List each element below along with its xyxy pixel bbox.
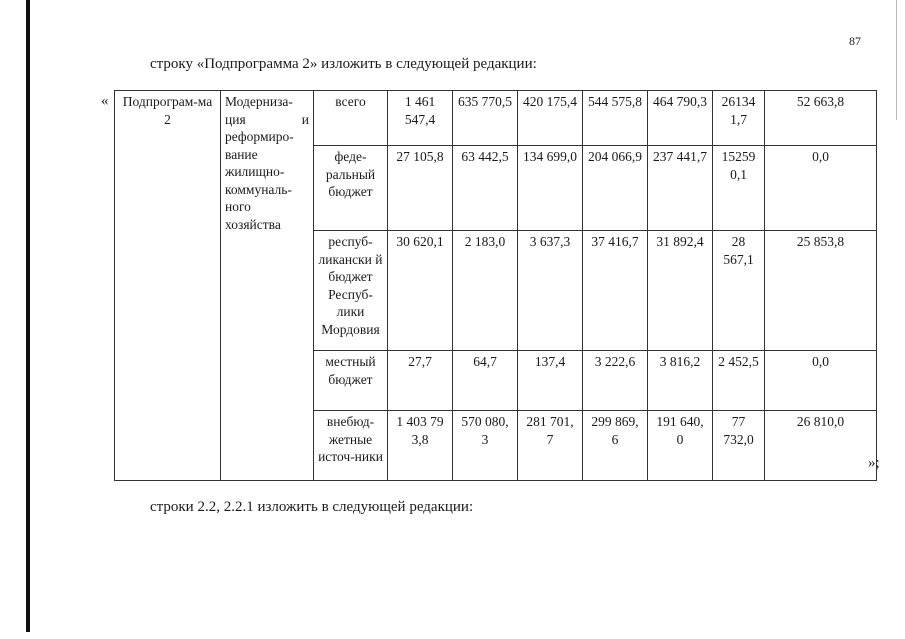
subprogram-cell: Подпрограм-ма 2 xyxy=(115,91,221,481)
amount-cell: 635 770,5 xyxy=(453,91,518,146)
amount-cell: 0,0 xyxy=(765,146,877,231)
name-word: и xyxy=(301,111,309,127)
amount-cell: 28 567,1 xyxy=(713,231,765,351)
name-line: реформиро- xyxy=(225,129,294,145)
name-line: хозяйства xyxy=(225,216,281,232)
amount-cell: 299 869, 6 xyxy=(583,411,648,481)
funding-source-cell: местный бюджет xyxy=(314,351,388,411)
amount-cell: 204 066,9 xyxy=(583,146,648,231)
table-row xyxy=(115,91,877,146)
amount-cell: 26 810,0 xyxy=(765,411,877,481)
amount-cell: 0,0 xyxy=(765,351,877,411)
page-number: 87 xyxy=(849,34,861,48)
closing-quote: »; xyxy=(868,455,880,471)
amount-cell: 464 790,3 xyxy=(648,91,713,146)
opening-quote: « xyxy=(101,93,109,109)
name-line: ного xyxy=(225,199,251,215)
amount-cell: 63 442,5 xyxy=(453,146,518,231)
amount-cell: 25 853,8 xyxy=(765,231,877,351)
amount-cell: 137,4 xyxy=(518,351,583,411)
amount-cell: 134 699,0 xyxy=(518,146,583,231)
name-line: вание xyxy=(225,146,258,162)
amount-cell: 3 637,3 xyxy=(518,231,583,351)
amount-cell: 77 732,0 xyxy=(713,411,765,481)
amount-cell: 64,7 xyxy=(453,351,518,411)
intro-paragraph: строку «Подпрограмма 2» изложить в следующей редакции: xyxy=(150,56,537,72)
name-line: Модерниза- xyxy=(225,94,293,109)
amount-cell: 237 441,7 xyxy=(648,146,713,231)
funding-source-cell: респуб-ликански й бюджет Респуб-лики Мордовия xyxy=(314,231,388,351)
amount-cell: 420 175,4 xyxy=(518,91,583,146)
name-word: ция xyxy=(225,111,246,127)
amount-cell: 1 403 79 3,8 xyxy=(388,411,453,481)
name-line xyxy=(225,111,309,129)
budget-table xyxy=(114,90,877,481)
outro-paragraph: строки 2.2, 2.2.1 изложить в следующей редакции: xyxy=(150,499,474,515)
funding-source-cell: феде-ральный бюджет xyxy=(314,146,388,231)
amount-cell: 2 183,0 xyxy=(453,231,518,351)
name-line: коммуналь- xyxy=(225,181,292,197)
scan-right-edge xyxy=(896,0,897,120)
subprogram-name-cell xyxy=(221,91,314,481)
amount-cell: 570 080, 3 xyxy=(453,411,518,481)
funding-source-cell: всего xyxy=(314,91,388,146)
amount-cell: 26134 1,7 xyxy=(713,91,765,146)
amount-cell: 30 620,1 xyxy=(388,231,453,351)
amount-cell: 52 663,8 xyxy=(765,91,877,146)
amount-cell: 31 892,4 xyxy=(648,231,713,351)
amount-cell: 281 701, 7 xyxy=(518,411,583,481)
amount-cell: 3 816,2 xyxy=(648,351,713,411)
amount-cell: 191 640, 0 xyxy=(648,411,713,481)
amount-cell: 3 222,6 xyxy=(583,351,648,411)
amount-cell: 15259 0,1 xyxy=(713,146,765,231)
amount-cell: 27,7 xyxy=(388,351,453,411)
name-line: жилищно- xyxy=(225,164,285,180)
amount-cell: 27 105,8 xyxy=(388,146,453,231)
amount-cell: 1 461 547,4 xyxy=(388,91,453,146)
funding-source-cell: внебюд-жетные источ-ники xyxy=(314,411,388,481)
amount-cell: 2 452,5 xyxy=(713,351,765,411)
amount-cell: 37 416,7 xyxy=(583,231,648,351)
scan-left-edge xyxy=(26,0,30,632)
amount-cell: 544 575,8 xyxy=(583,91,648,146)
